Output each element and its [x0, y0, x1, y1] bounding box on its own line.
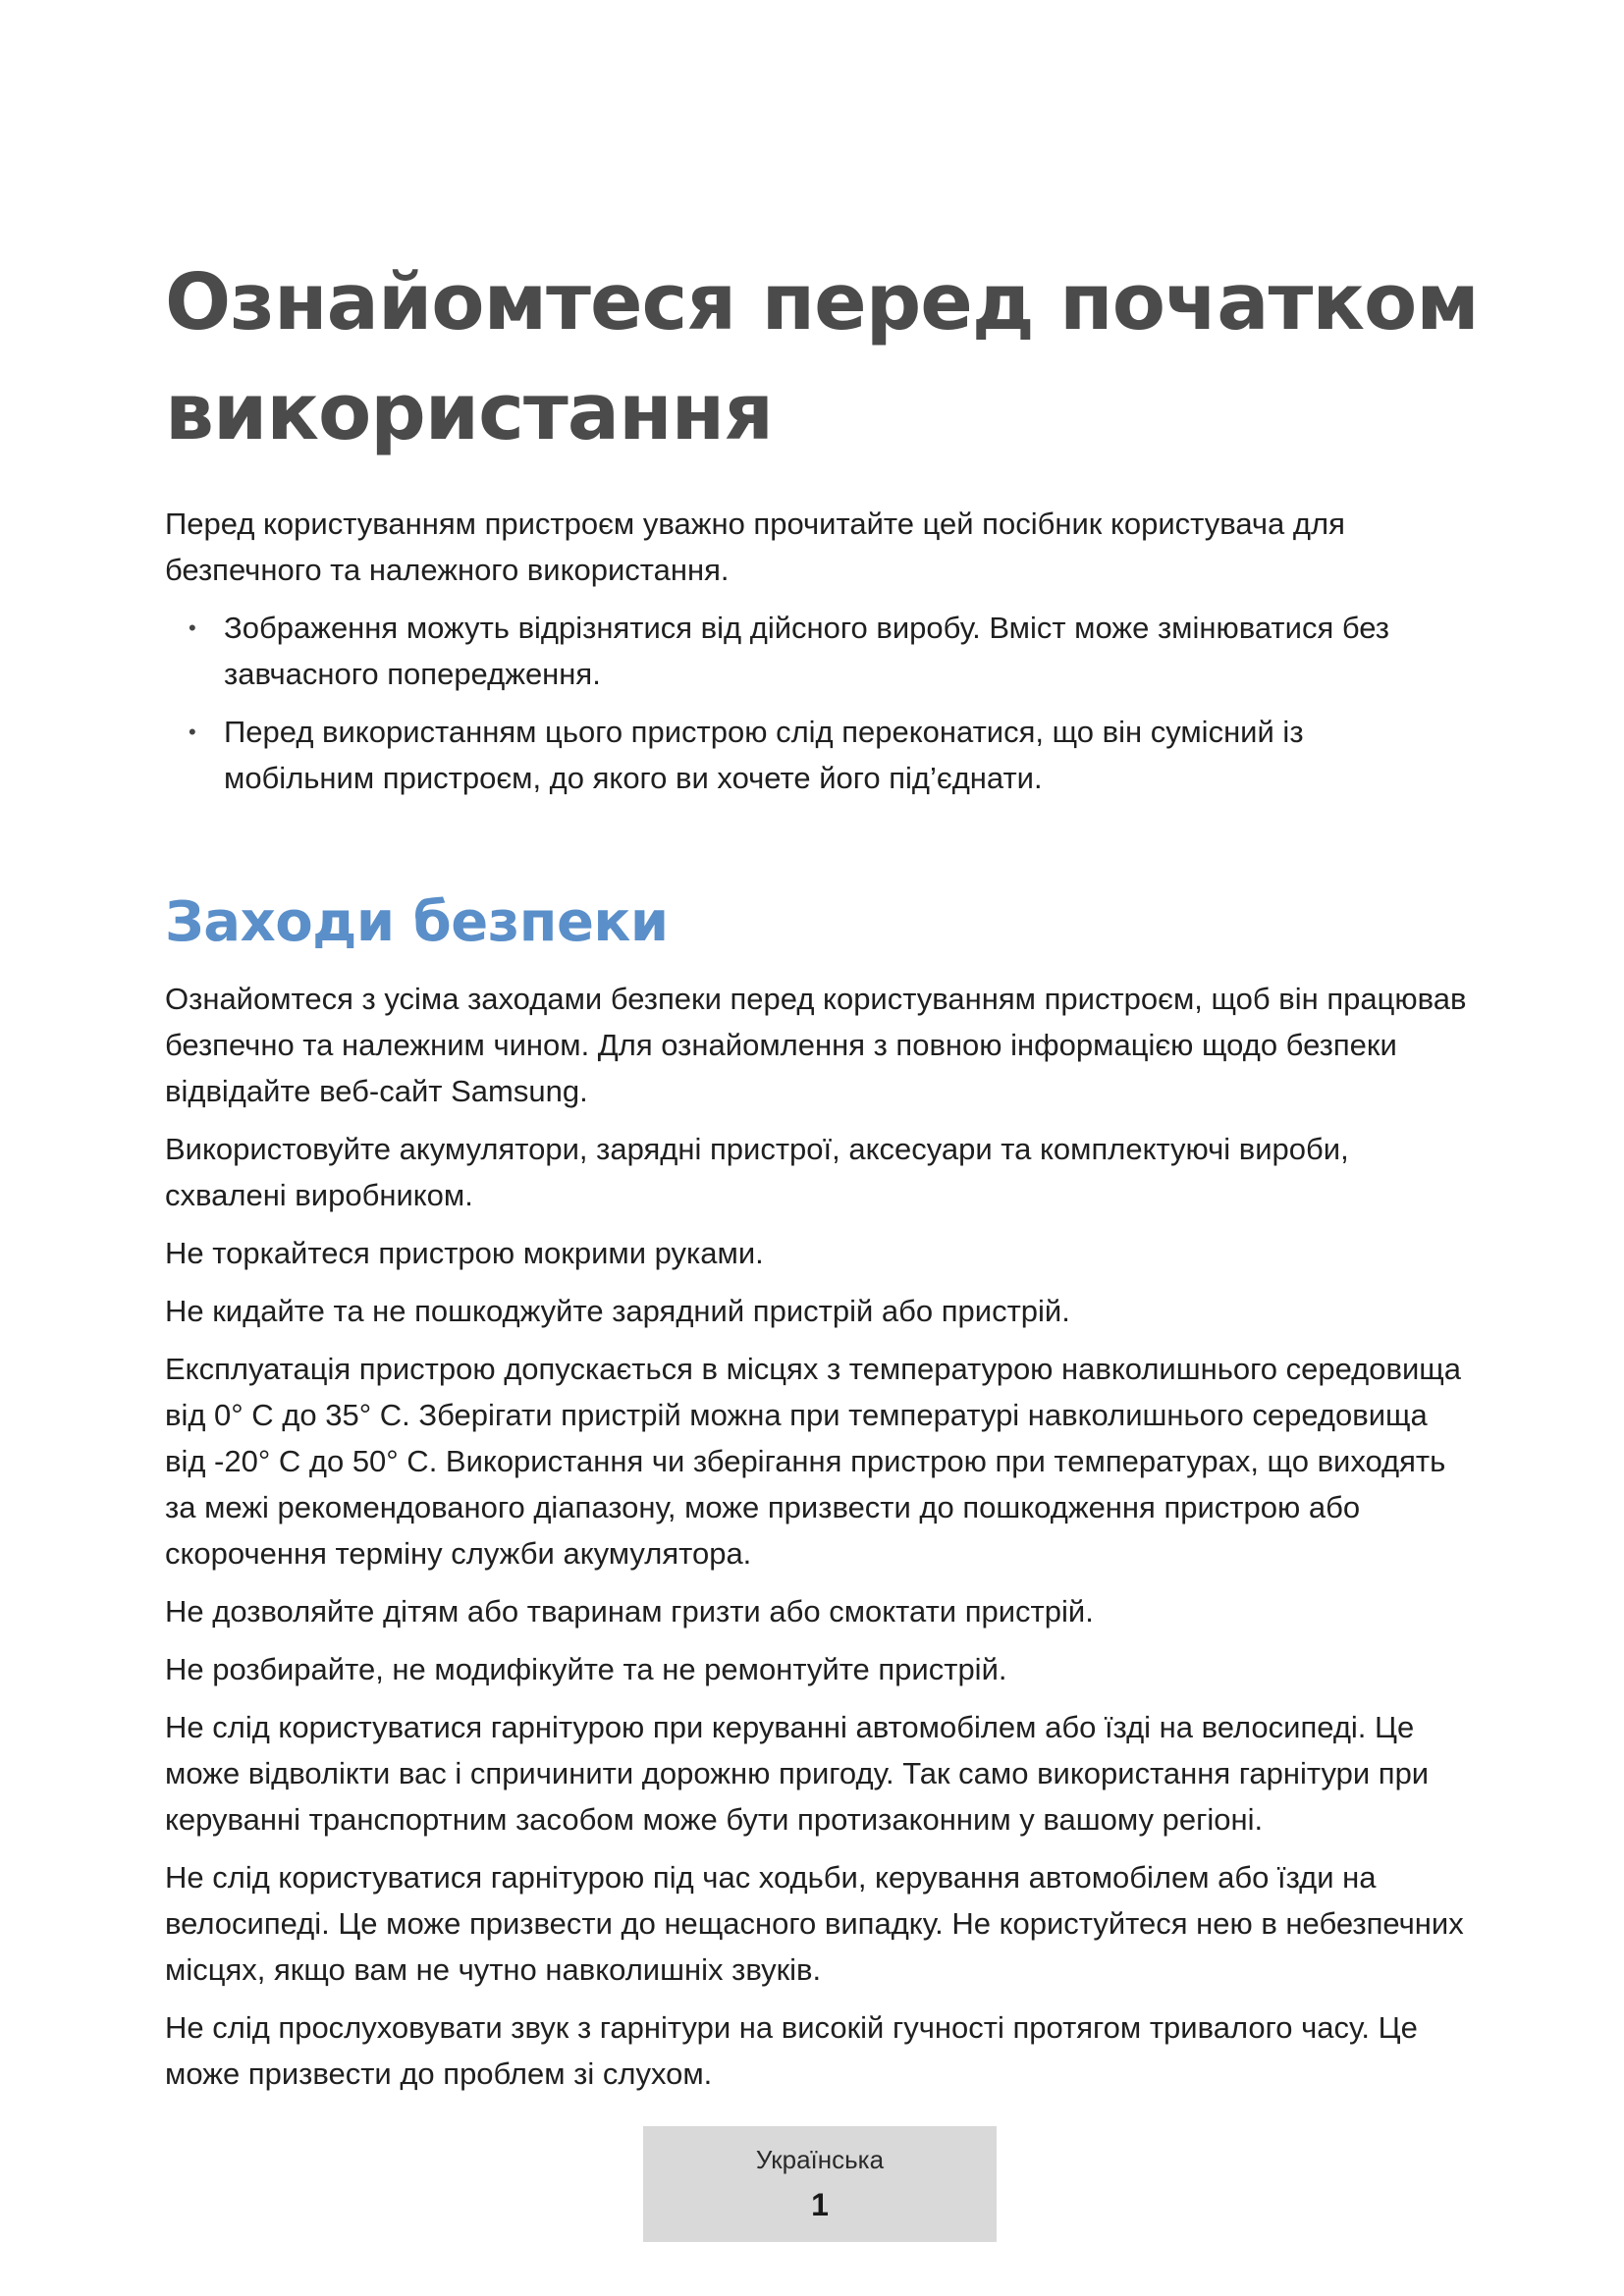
- bullet-text: Зображення можуть відрізнятися від дійсного виробу. Вміст може змінюватися без завчасного попередження.: [224, 611, 1390, 691]
- intro-section: [165, 501, 1451, 813]
- bullet-item: [165, 709, 1451, 801]
- footer-language: Українська: [755, 2145, 885, 2174]
- safety-paragraph: Використовуйте акумулятори, зарядні пристрої, аксесуари та комплектуючі вироби, схвалені виробником.: [165, 1132, 1349, 1212]
- intro-bullet-list: [165, 605, 1451, 801]
- section-heading: Заходи безпеки: [165, 890, 669, 954]
- safety-paragraph: Не слід користуватися гарнітурою при керуванні автомобілем або їзді на велосипеді. Це може відволікти вас і спричинити дорожню пригоду. Так само використання гарнітури при керуванні транспортним засобом може бути протизаконним у вашому регіоні.: [165, 1710, 1430, 1837]
- safety-paragraph: Не торкайтеся пристрою мокрими руками.: [165, 1236, 764, 1270]
- intro-paragraph: Перед користуванням пристроєм уважно прочитайте цей посібник користувача для безпечного та належного використання.: [165, 507, 1345, 587]
- bullet-item: [165, 605, 1451, 697]
- safety-paragraph: Не дозволяйте дітям або тваринам гризти або смоктати пристрій.: [165, 1594, 1094, 1629]
- safety-paragraph: Не розбирайте, не модифікуйте та не ремонтуйте пристрій.: [165, 1652, 1007, 1686]
- bullet-text: Перед використанням цього пристрою слід переконатися, що він сумісний із мобільним пристроєм, до якого ви хочете його під’єднати.: [224, 715, 1304, 795]
- page-footer: [643, 2126, 997, 2242]
- page-number: 1: [811, 2187, 829, 2222]
- safety-paragraph: Не кидайте та не пошкоджуйте зарядний пристрій або пристрій.: [165, 1294, 1070, 1328]
- safety-paragraph: Не слід користуватися гарнітурою під час ходьби, керування автомобілем або їзди на велосипеді. Це може призвести до нещасного випадку. Не користуйтеся нею в небезпечних місцях, якщо вам не чутно навколишніх звуків.: [165, 1860, 1464, 1987]
- bullet-dot-icon: •: [189, 615, 196, 640]
- page-title: Ознайомтеся перед початком використання: [165, 257, 1479, 457]
- safety-paragraph: Ознайомтеся з усіма заходами безпеки перед користуванням пристроєм, щоб він працював безпечно та належним чином. Для ознайомлення з повною інформацією щодо безпеки відвідайте веб-сайт Samsung.: [165, 982, 1467, 1108]
- bullet-dot-icon: •: [189, 720, 196, 744]
- safety-paragraph: Не слід прослуховувати звук з гарнітури на високій гучності протягом тривалого часу. Це може призвести до проблем зі слухом.: [165, 2010, 1418, 2091]
- safety-section: [165, 883, 1471, 2109]
- safety-paragraph: Експлуатація пристрою допускається в місцях з температурою навколишнього середовища від 0° C до 35° C. Зберігати пристрій можна при температурі навколишнього середовища від -20° C до 50° C. Використання чи зберігання пристрою при температурах, що виходять за межі рекомендованого діапазону, може призвести до пошкодження пристрою або скорочення терміну служби акумулятора.: [165, 1352, 1462, 1571]
